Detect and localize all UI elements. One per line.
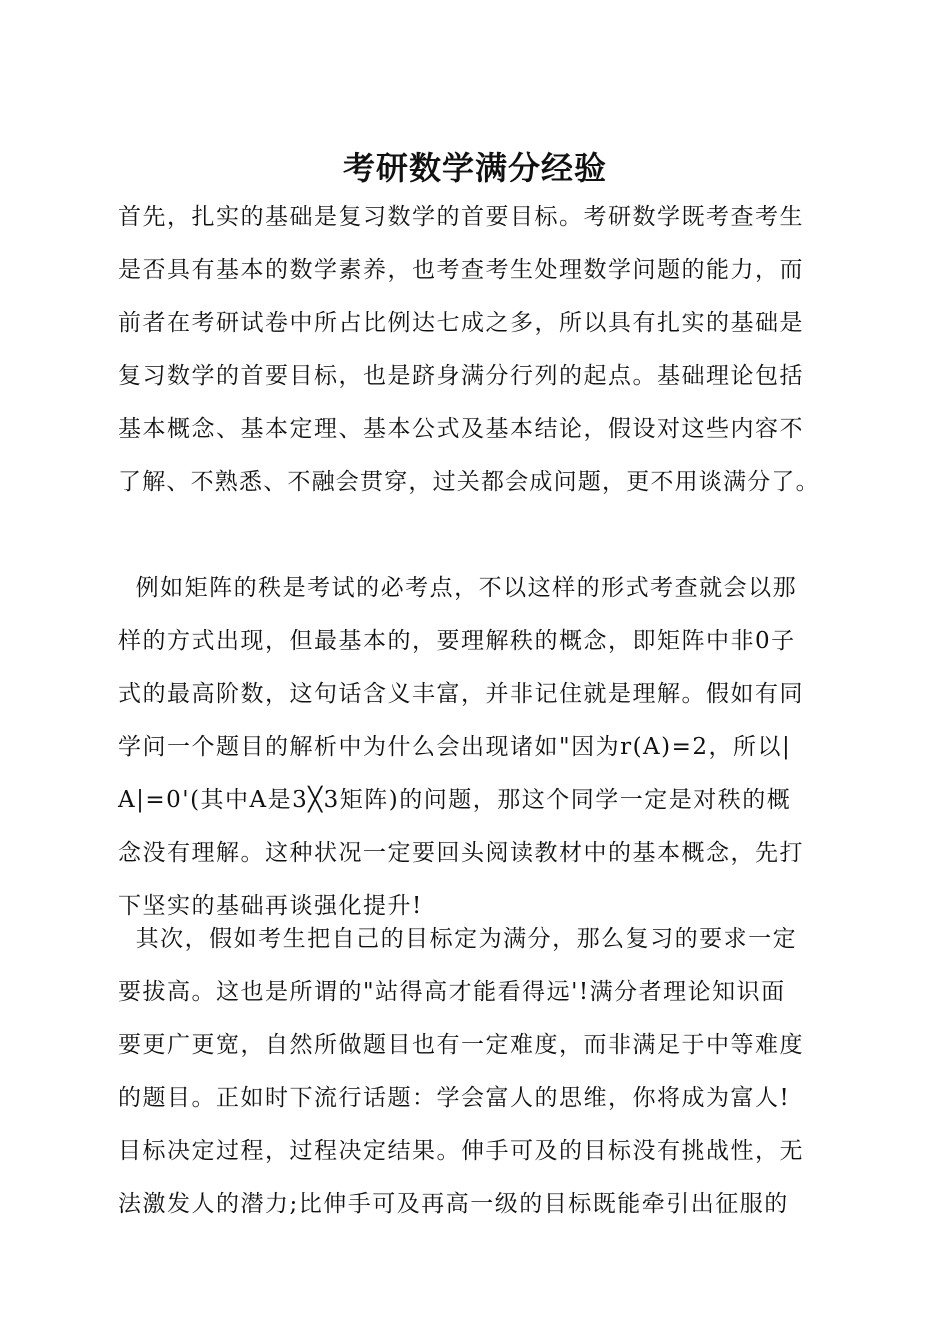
text-line: A|=0'(其中A是3╳3矩阵)的问题，那这个同学一定是对秩的概 [118,787,792,813]
paragraph-matrix-rank [118,562,838,933]
text-line: 学问一个题目的解析中为什么会出现诸如"因为r(A)=2，所以| [118,734,792,760]
text-line: 目标决定过程，过程决定结果。伸手可及的目标没有挑战性，无 [118,1138,804,1164]
text-line: 要拔高。这也是所谓的"站得高才能看得远'!满分者理论知识面 [118,979,786,1005]
page-title: 考研数学满分经验 [342,149,607,187]
text-line: 要更广更宽，自然所做题目也有一定难度，而非满足于中等难度 [118,1032,804,1058]
text-line: 的题目。正如时下流行话题：学会富人的思维，你将成为富人! [118,1085,791,1111]
text-line: 基本概念、基本定理、基本公式及基本结论，假设对这些内容不 [118,416,804,442]
text-line: 了解、不熟悉、不融会贯穿，过关都会成问题，更不用谈满分了。 [118,469,820,495]
text-line: 下坚实的基础再谈强化提升! [118,893,423,919]
paragraph-goal-setting [118,913,838,1231]
text-line: 样的方式出现，但最基本的，要理解秩的概念，即矩阵中非0子 [118,628,796,654]
paragraph-foundation [118,191,838,509]
text-line: 首先，扎实的基础是复习数学的首要目标。考研数学既考查考生 [118,204,804,230]
text-line: 是否具有基本的数学素养，也考查考生处理数学问题的能力，而 [118,257,804,283]
text-line: 前者在考研试卷中所占比例达七成之多，所以具有扎实的基础是 [118,310,804,336]
text-line: 念没有理解。这种状况一定要回头阅读教材中的基本概念，先打 [118,840,804,866]
text-line: 复习数学的首要目标，也是跻身满分行列的起点。基础理论包括 [118,363,804,389]
text-line: 例如矩阵的秩是考试的必考点，不以这样的形式考查就会以那 [118,575,798,601]
text-line: 其次，假如考生把自己的目标定为满分，那么复习的要求一定 [118,926,798,952]
text-line: 式的最高阶数，这句话含义丰富，并非记住就是理解。假如有同 [118,681,804,707]
text-line: 法激发人的潜力;比伸手可及再高一级的目标既能牵引出征服的 [118,1191,789,1217]
